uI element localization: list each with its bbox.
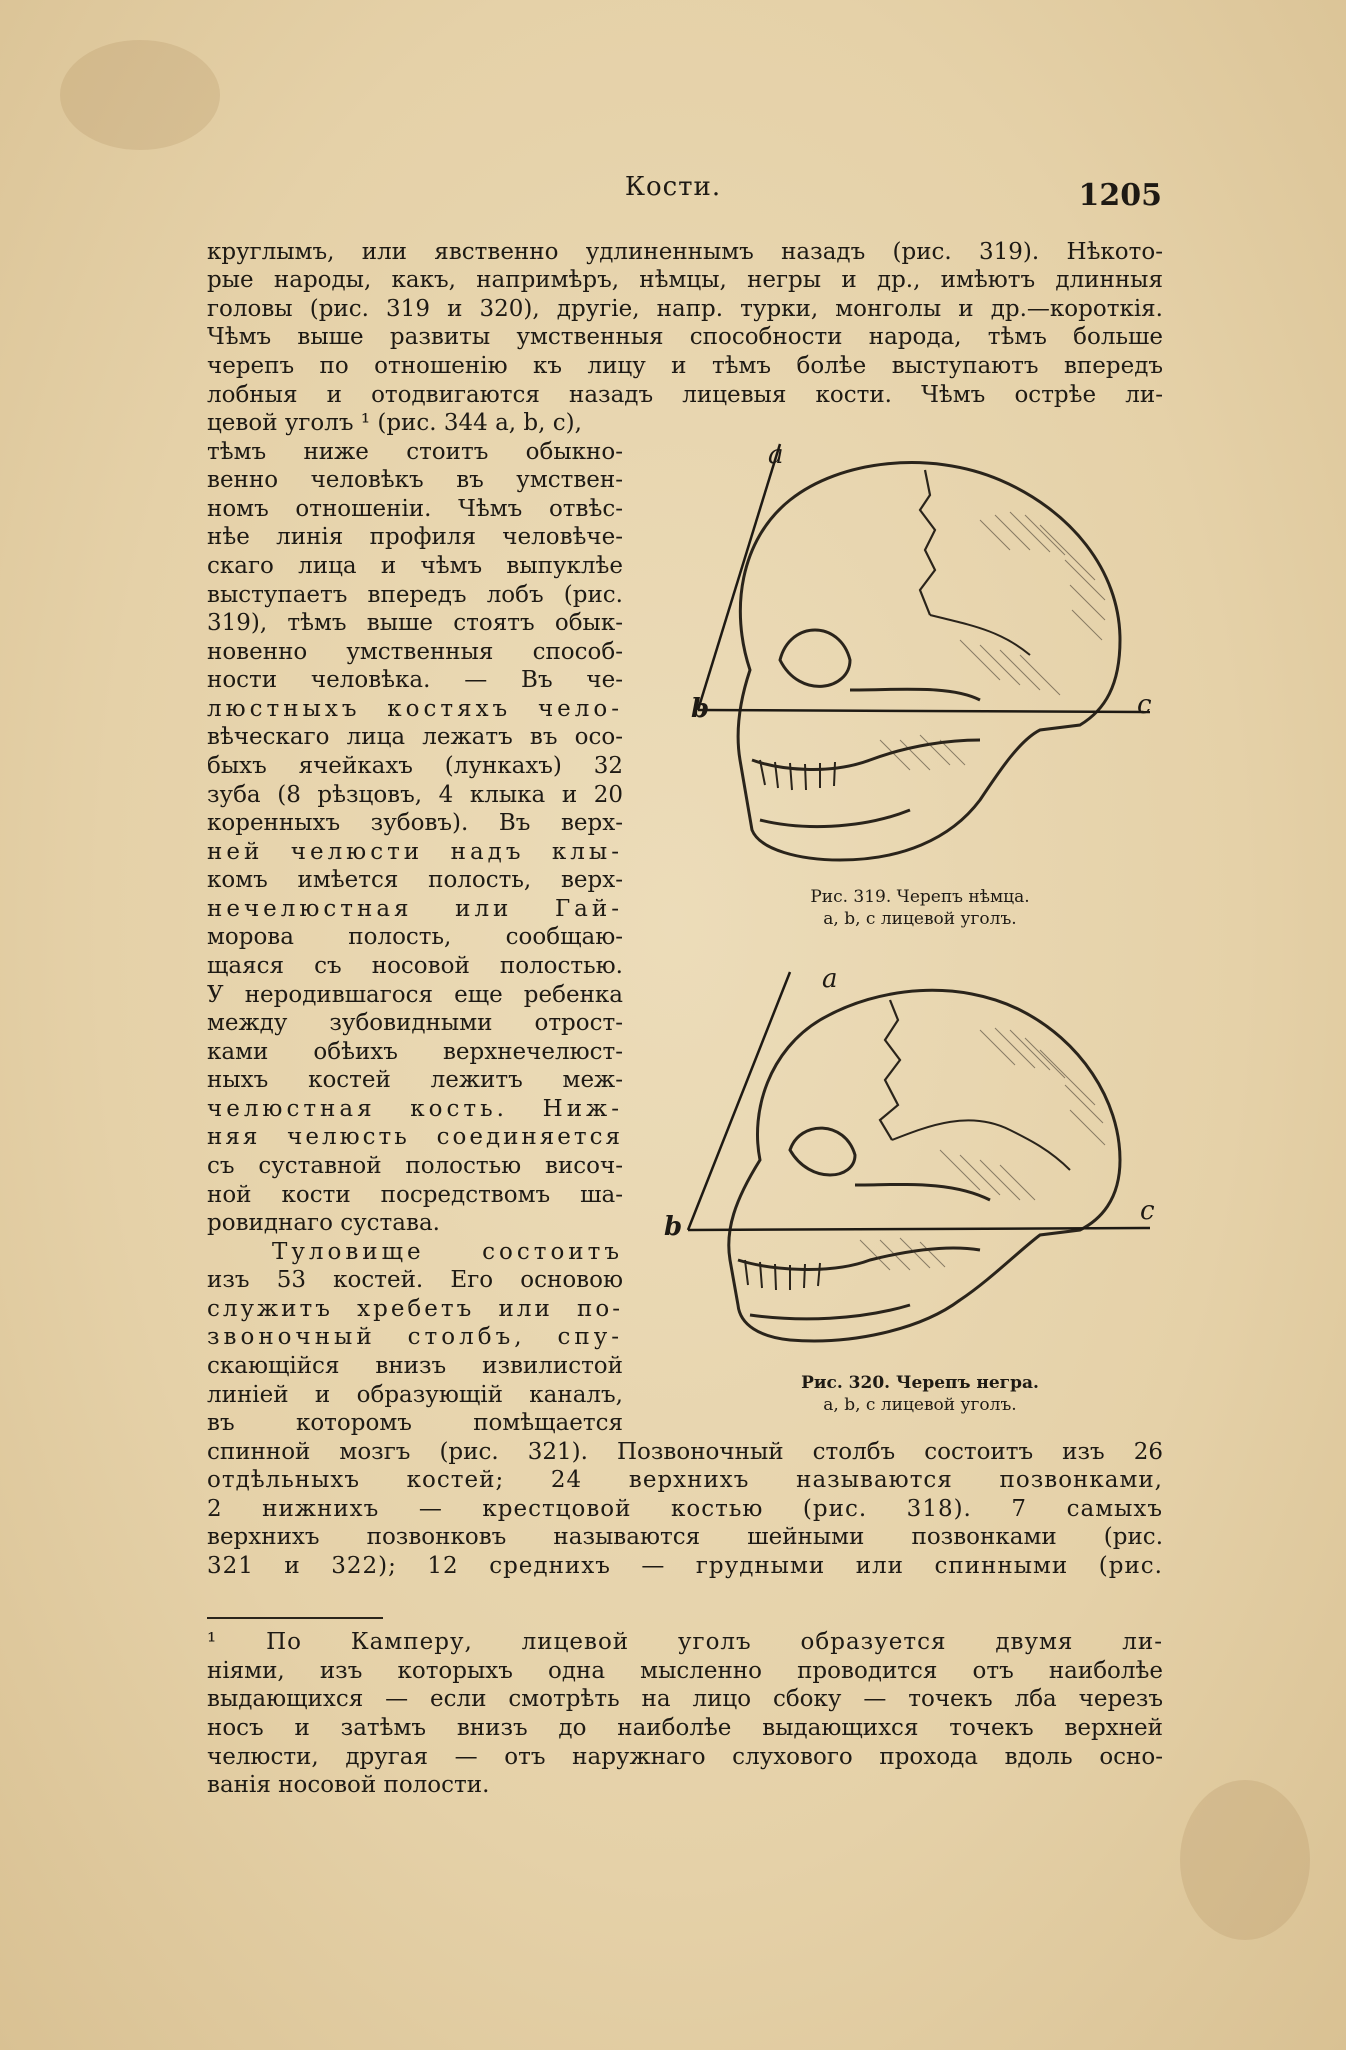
- column-line: зуба (8 рѣзцовъ, 4 клыка и 20: [207, 782, 623, 808]
- figure-320-skull-illustration: [670, 960, 1160, 1380]
- caption-subtitle: a, b, c лицевой уголъ.: [823, 909, 1017, 929]
- caption-subtitle: a, b, c лицевой уголъ.: [823, 1395, 1017, 1415]
- column-line: Туловище состоитъ: [272, 1239, 623, 1265]
- text-line: черепъ по отношенію къ лицу и тѣмъ болѣе выступаютъ впередъ: [207, 353, 1163, 379]
- angle-label-a: a: [822, 964, 838, 994]
- column-line: звоночный столбъ, спу-: [207, 1324, 623, 1350]
- text-line: лобныя и отодвигаются назадъ лицевыя кости. Чѣмъ острѣе ли-: [207, 382, 1163, 408]
- column-line: выступаетъ впередъ лобъ (рис.: [207, 582, 623, 608]
- column-line: венно человѣкъ въ умствен-: [207, 467, 623, 493]
- angle-label-c: c: [1137, 690, 1152, 720]
- paper-stain: [1180, 1780, 1310, 1940]
- footnote-line: челюсти, другая — отъ наружнаго слухового прохода вдоль осно-: [207, 1744, 1163, 1770]
- column-line: нѣе линія профиля человѣче-: [207, 524, 623, 550]
- column-line: У неродившагося еще ребенка: [207, 982, 623, 1008]
- footnote-line: ванія носовой полости.: [207, 1772, 490, 1798]
- column-line: морова полость, сообщаю-: [207, 924, 623, 950]
- column-line: служитъ хребетъ или по-: [207, 1296, 623, 1322]
- column-line: ней челюсти надъ клы-: [207, 839, 623, 865]
- footnote-rule: [207, 1617, 383, 1619]
- column-line: челюстная кость. Ниж-: [207, 1096, 623, 1122]
- column-line: цевой уголъ ¹ (рис. 344 a, b, c),: [207, 410, 582, 436]
- column-line: люстныхъ костяхъ чело-: [207, 696, 623, 722]
- column-line: линіей и образующій каналъ,: [207, 1382, 623, 1408]
- footnote-line: ніями, изъ которыхъ одна мысленно проводится отъ наиболѣе: [207, 1658, 1163, 1684]
- column-line: съ суставной полостью височ-: [207, 1153, 623, 1179]
- column-line: ной кости посредствомъ ша-: [207, 1182, 623, 1208]
- text-line: 321 и 322); 12 среднихъ — грудными или спинными (рис.: [207, 1553, 1163, 1579]
- figure-319-caption: [740, 886, 1100, 930]
- figure-319-skull-illustration: [680, 440, 1160, 880]
- column-line: 319), тѣмъ выше стоятъ обык-: [207, 610, 623, 636]
- column-line: въ которомъ помѣщается: [207, 1410, 623, 1436]
- column-line: комъ имѣется полость, верх-: [207, 867, 623, 893]
- column-line: ровиднаго сустава.: [207, 1210, 440, 1236]
- text-line: 2 нижнихъ — крестцовой костью (рис. 318). 7 самыхъ: [207, 1496, 1163, 1522]
- page-number: 1205: [1078, 178, 1162, 213]
- running-head: Кости.: [624, 172, 722, 202]
- column-line: няя челюсть соединяется: [207, 1124, 623, 1150]
- footnote-line: носъ и затѣмъ внизъ до наиболѣе выдающихся точекъ верхней: [207, 1715, 1163, 1741]
- text-line: круглымъ, или явственно удлиненнымъ назадъ (рис. 319). Нѣкото-: [207, 239, 1163, 265]
- angle-label-c: c: [1140, 1196, 1155, 1226]
- text-line: рые народы, какъ, напримѣръ, нѣмцы, негры и др., имѣютъ длинныя: [207, 267, 1163, 293]
- column-line: ками обѣихъ верхнечелюст-: [207, 1039, 623, 1065]
- column-line: коренныхъ зубовъ). Въ верх-: [207, 810, 623, 836]
- angle-label-b: b: [664, 1212, 683, 1242]
- text-line: головы (рис. 319 и 320), другіе, напр. турки, монголы и др.—короткія.: [207, 296, 1163, 322]
- figure-320-caption: [740, 1372, 1100, 1416]
- column-line: скаго лица и чѣмъ выпуклѣе: [207, 553, 623, 579]
- paper-stain: [60, 40, 220, 150]
- text-line: верхнихъ позвонковъ называются шейными позвонками (рис.: [207, 1524, 1163, 1550]
- text-line: спинной мозгъ (рис. 321). Позвоночный столбъ состоитъ изъ 26: [207, 1439, 1163, 1465]
- column-line: новенно умственныя способ-: [207, 639, 623, 665]
- column-line: тѣмъ ниже стоитъ обыкно-: [207, 439, 623, 465]
- column-line: вѣческаго лица лежатъ въ осо-: [207, 724, 623, 750]
- column-line: номъ отношеніи. Чѣмъ отвѣс-: [207, 496, 623, 522]
- text-line: отдѣльныхъ костей; 24 верхнихъ называются позвонками,: [207, 1467, 1163, 1493]
- column-line: изъ 53 костей. Его основою: [207, 1267, 623, 1293]
- footnote-line: выдающихся — если смотрѣть на лицо сбоку — точекъ лба черезъ: [207, 1686, 1163, 1712]
- angle-label-b: b: [691, 694, 710, 724]
- column-line: нечелюстная или Гай-: [207, 896, 623, 922]
- caption-title: Рис. 319. Черепъ нѣмца.: [810, 887, 1030, 907]
- column-line: быхъ ячейкахъ (лункахъ) 32: [207, 753, 623, 779]
- footnote-line: ¹ По Камперу, лицевой уголъ образуется двумя ли-: [207, 1629, 1163, 1655]
- column-line: ности человѣка. — Въ че-: [207, 667, 623, 693]
- angle-label-a: a: [768, 440, 784, 470]
- column-line: между зубовидными отрост-: [207, 1010, 623, 1036]
- caption-title: Рис. 320. Черепъ негра.: [801, 1373, 1039, 1393]
- column-line: щаяся съ носовой полостью.: [207, 953, 623, 979]
- text-line: Чѣмъ выше развиты умственныя способности народа, тѣмъ больше: [207, 324, 1163, 350]
- column-line: ныхъ костей лежитъ меж-: [207, 1067, 623, 1093]
- column-line: скающійся внизъ извилистой: [207, 1353, 623, 1379]
